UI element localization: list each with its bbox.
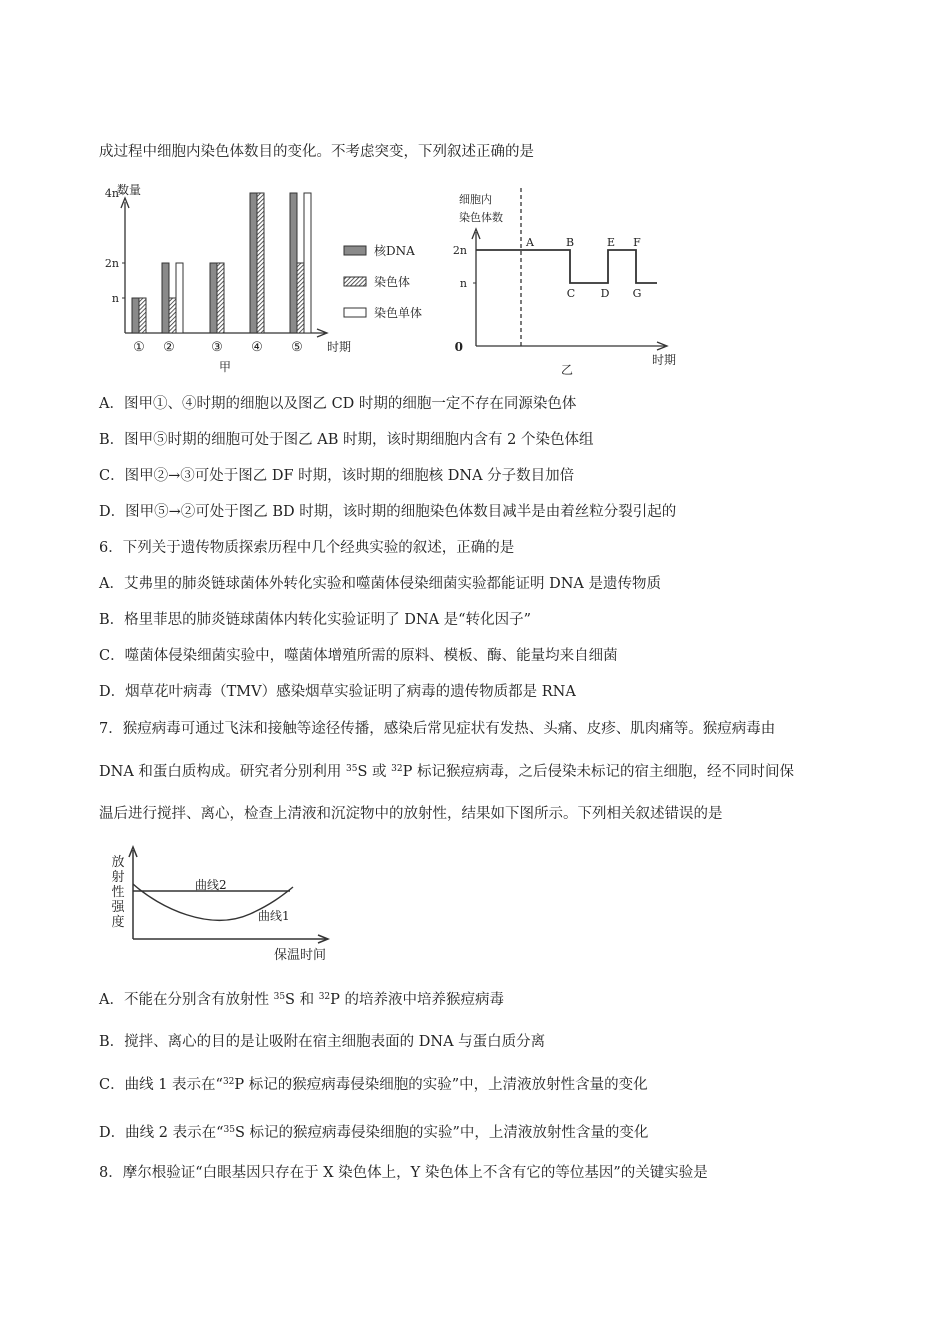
x-tick-label: ③ <box>211 340 223 355</box>
curve-2-label: 曲线2 <box>195 878 227 892</box>
y-axis-label: 数量 <box>117 183 142 197</box>
y-axis-label-char: 射 <box>111 870 125 885</box>
y-tick-label: 2n <box>104 257 119 270</box>
x-tick-label: ② <box>163 340 175 355</box>
q7-stem-line1: 7．猴痘病毒可通过飞沫和接触等途径传播，感染后常见症状有发热、头痛、皮疹、肌肉痛等。猴痘病毒由 <box>99 721 776 737</box>
legend-swatch <box>344 246 366 255</box>
question-5-stem-tail: 成过程中细胞内染色体数目的变化。不考虑突变，下列叙述正确的是 <box>99 144 534 160</box>
q6-stem: 6．下列关于遗传物质探索历程中几个经典实验的叙述，正确的是 <box>99 540 515 556</box>
q6-option-d: D．烟草花叶病毒（TMV）感染烟草实验证明了病毒的遗传物质都是 RNA <box>99 684 576 700</box>
q6-option-c: C．噬菌体侵染细菌实验中，噬菌体增殖所需的原料、模板、酶、能量均来自细菌 <box>99 648 618 664</box>
point-label: C <box>566 287 576 300</box>
bar-5-染色体 <box>297 263 304 333</box>
y-tick-label: 0 <box>454 340 463 354</box>
bar-2-核DNA <box>162 263 169 333</box>
bar-1-染色体 <box>139 298 146 333</box>
legend-label: 核DNA <box>374 244 415 258</box>
bar-4-染色体 <box>257 193 264 333</box>
point-label: D <box>600 287 610 300</box>
x-axis-label: 保温时间 <box>273 948 327 963</box>
figure-caption: 乙 <box>560 363 574 377</box>
bar-3-染色体 <box>217 263 224 333</box>
y-axis-label-char: 性 <box>111 885 125 900</box>
legend-swatch <box>344 308 366 317</box>
x-tick-label: ⑤ <box>291 340 303 355</box>
q6-option-a: A．艾弗里的肺炎链球菌体外转化实验和噬菌体侵染细菌实验都能证明 DNA 是遗传物质 <box>99 576 661 592</box>
point-label: F <box>633 236 641 249</box>
q5-option-c: C．图甲②→③可处于图乙 DF 时期，该时期的细胞核 DNA 分子数目加倍 <box>99 468 575 484</box>
figure-yi-line-chart <box>445 184 685 380</box>
figure-caption: 甲 <box>218 360 232 374</box>
chromosome-number-line <box>476 250 657 283</box>
y-tick-label: 2n <box>452 244 467 257</box>
q7-option-c: C．曲线 1 表示在“$^{32}$P 标记的猴痘病毒侵染细胞的实验”中，上清液放射性含量的变化 <box>99 1077 648 1093</box>
bar-3-核DNA <box>210 263 217 333</box>
bar-5-核DNA <box>290 193 297 333</box>
point-label: A <box>526 236 534 249</box>
y-tick-label: 4n <box>104 187 119 200</box>
x-tick-label: ① <box>133 340 145 355</box>
y-axis-label-line1: 细胞内 <box>459 193 492 206</box>
point-label: E <box>606 236 616 249</box>
x-axis-label: 时期 <box>651 353 677 367</box>
bar-2-染色单体 <box>176 263 183 333</box>
y-axis-label-line2: 染色体数 <box>459 211 503 224</box>
legend-label: 染色单体 <box>374 306 423 320</box>
point-label: B <box>565 236 575 249</box>
q5-option-d: D．图甲⑤→②可处于图乙 BD 时期，该时期的细胞染色体数目减半是由着丝粒分裂引起的 <box>99 504 677 520</box>
q7-stem-line2: DNA 和蛋白质构成。研究者分别利用 $^{35}$S 或 $^{32}$P 标记猴痘病毒，之后侵染未标记的宿主细胞，经不同时间保 <box>99 764 794 780</box>
curve-1-label: 曲线1 <box>258 909 290 923</box>
legend-swatch <box>344 277 366 286</box>
point-label: G <box>632 287 642 300</box>
q5-option-a: A．图甲①、④时期的细胞以及图乙 CD 时期的细胞一定不存在同源染色体 <box>99 396 577 412</box>
y-tick-label: n <box>459 277 467 290</box>
q6-option-b: B．格里菲思的肺炎链球菌体内转化实验证明了 DNA 是“转化因子” <box>99 612 531 628</box>
bar-4-核DNA <box>250 193 257 333</box>
x-tick-label: ④ <box>251 340 263 355</box>
y-axis-label-char: 强 <box>111 900 125 915</box>
x-axis-label: 时期 <box>326 340 352 354</box>
q8-stem: 8．摩尔根验证“白眼基因只存在于 X 染色体上，Y 染色体上不含有它的等位基因”的关键实验是 <box>99 1165 708 1181</box>
figure-q7-radioactivity-curves <box>100 842 340 966</box>
legend-label: 染色体 <box>374 275 411 289</box>
figure-jia-bar-chart <box>95 180 445 380</box>
bar-2-染色体 <box>169 298 176 333</box>
q7-option-b: B．搅拌、离心的目的是让吸附在宿主细胞表面的 DNA 与蛋白质分离 <box>99 1034 546 1050</box>
y-tick-label: n <box>111 292 119 305</box>
q7-option-d: D．曲线 2 表示在“$^{35}$S 标记的猴痘病毒侵染细胞的实验”中，上清液放射性含量的变化 <box>99 1125 649 1141</box>
bar-1-核DNA <box>132 298 139 333</box>
y-axis-label-char: 放 <box>111 855 125 870</box>
bar-5-染色单体 <box>304 193 311 333</box>
q7-stem-line3: 温后进行搅拌、离心，检查上清液和沉淀物中的放射性，结果如下图所示。下列相关叙述错误的是 <box>99 806 723 822</box>
q5-option-b: B．图甲⑤时期的细胞可处于图乙 AB 时期，该时期细胞内含有 2 个染色体组 <box>99 432 594 448</box>
q7-option-a: A．不能在分别含有放射性 $^{35}$S 和 $^{32}$P 的培养液中培养猴痘病毒 <box>99 992 505 1008</box>
y-axis-label-char: 度 <box>111 915 125 930</box>
